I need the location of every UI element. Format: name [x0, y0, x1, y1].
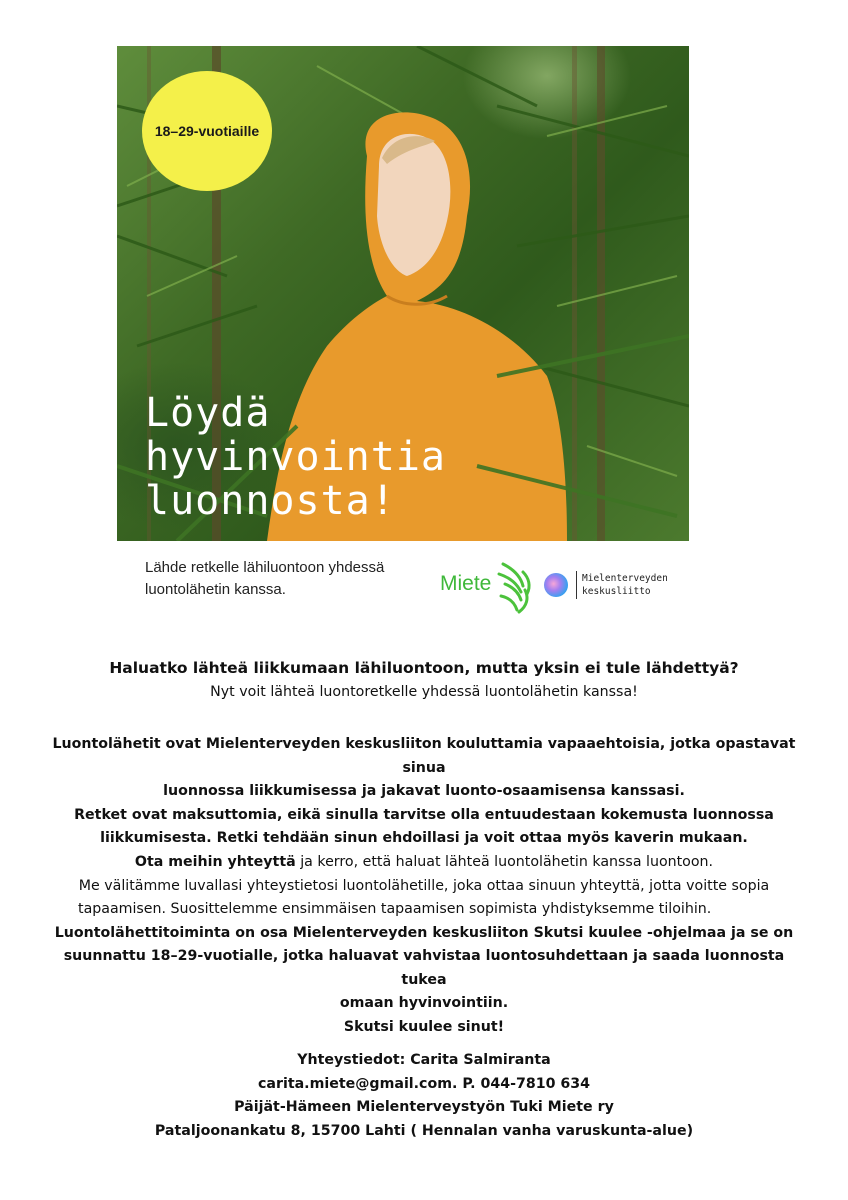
program-line: suunnattu 18–29-vuotialle, jotka haluavat vahvistaa luontosuhdettaan ja saada luonnosta tukea — [63, 948, 785, 988]
contact-address: Pataljoonankatu 8, 15700 Lahti ( Hennalan vanha varuskunta-alue) — [154, 1122, 694, 1139]
contact-person: Yhteystiedot: Carita Salmiranta — [297, 1052, 551, 1068]
leaf-icon — [495, 560, 535, 614]
subtitle-line-1: Lähde retkelle lähiluontoon yhdessä — [145, 559, 385, 576]
headline-line-2: hyvinvointia — [145, 434, 446, 480]
hero-headline — [145, 391, 565, 523]
contact-organization: Päijät-Hämeen Mielenterveystyön Tuki Miete ry — [234, 1099, 614, 1115]
volunteers-line: luonnossa liikkumisessa ja jakavat luonto-osaamisensa kanssasi. — [163, 783, 685, 799]
headline-line-3: luonnosta! — [145, 478, 396, 524]
contact-info-line: Me välitämme luvallasi yhteystietosi luontolähetille, joka ottaa sinuun yhteyttä, jotta voitte sopia — [78, 877, 770, 894]
mk-logo-line-1: Mielenterveyden — [582, 573, 668, 584]
program-line: Luontolähettitoiminta on osa Mielenterveyden keskusliiton Skutsi kuulee -ohjelmaa ja se on — [54, 924, 794, 941]
volunteers-line: liikkumisesta. Retki tehdään sinun ehdoillasi ja voit ottaa myös kaverin mukaan. — [100, 830, 748, 846]
hero-subtitle — [145, 557, 425, 601]
headline-line-1: Löydä — [145, 390, 271, 436]
program-tagline: Skutsi kuulee sinut! — [343, 1018, 505, 1035]
volunteers-section — [40, 733, 808, 851]
intro-question: Haluatko lähteä liikkumaan lähiluontoon, mutta yksin ei tule lähdettyä? — [109, 659, 739, 677]
contact-email-phone[interactable]: carita.miete@gmail.com. P. 044-7810 634 — [257, 1075, 590, 1092]
contact-info-section — [40, 851, 808, 1039]
miete-logo — [440, 560, 535, 614]
gradient-circle-icon — [544, 573, 568, 597]
contact-lead-rest: ja kerro, että haluat lähteä luontolähetin kanssa luontoon. — [295, 854, 714, 870]
contact-lead — [40, 851, 808, 875]
mk-logo-line-2: keskusliitto — [582, 586, 651, 597]
volunteers-line: Luontolähetit ovat Mielenterveyden keskusliiton kouluttamia vapaaehtoisia, jotka opastavat sinua — [52, 736, 796, 776]
contact-info-line: tapaamisen. Suosittelemme ensimmäisen tapaamisen sopimista yhdistyksemme tiloihin. — [78, 901, 712, 917]
logo-divider — [576, 571, 577, 599]
contact-section — [40, 1049, 808, 1143]
hero-image — [117, 46, 689, 541]
subtitle-line-2: luontolähetin kanssa. — [145, 581, 286, 598]
miete-logo-text: Miete — [440, 572, 492, 595]
contact-lead-bold: Ota meihin yhteyttä — [134, 854, 296, 870]
volunteers-line: Retket ovat maksuttomia, eikä sinulla tarvitse olla entuudestaan kokemusta luonnossa — [74, 806, 774, 823]
intro-answer: Nyt voit lähteä luontoretkelle yhdessä luontolähetin kanssa! — [210, 683, 638, 700]
age-badge: 18–29-vuotiaille — [142, 71, 272, 191]
program-line: omaan hyvinvointiin. — [339, 995, 509, 1011]
mielenterveyden-keskusliitto-logo — [544, 571, 674, 601]
intro-section — [40, 657, 808, 704]
mk-logo-text — [582, 572, 668, 598]
